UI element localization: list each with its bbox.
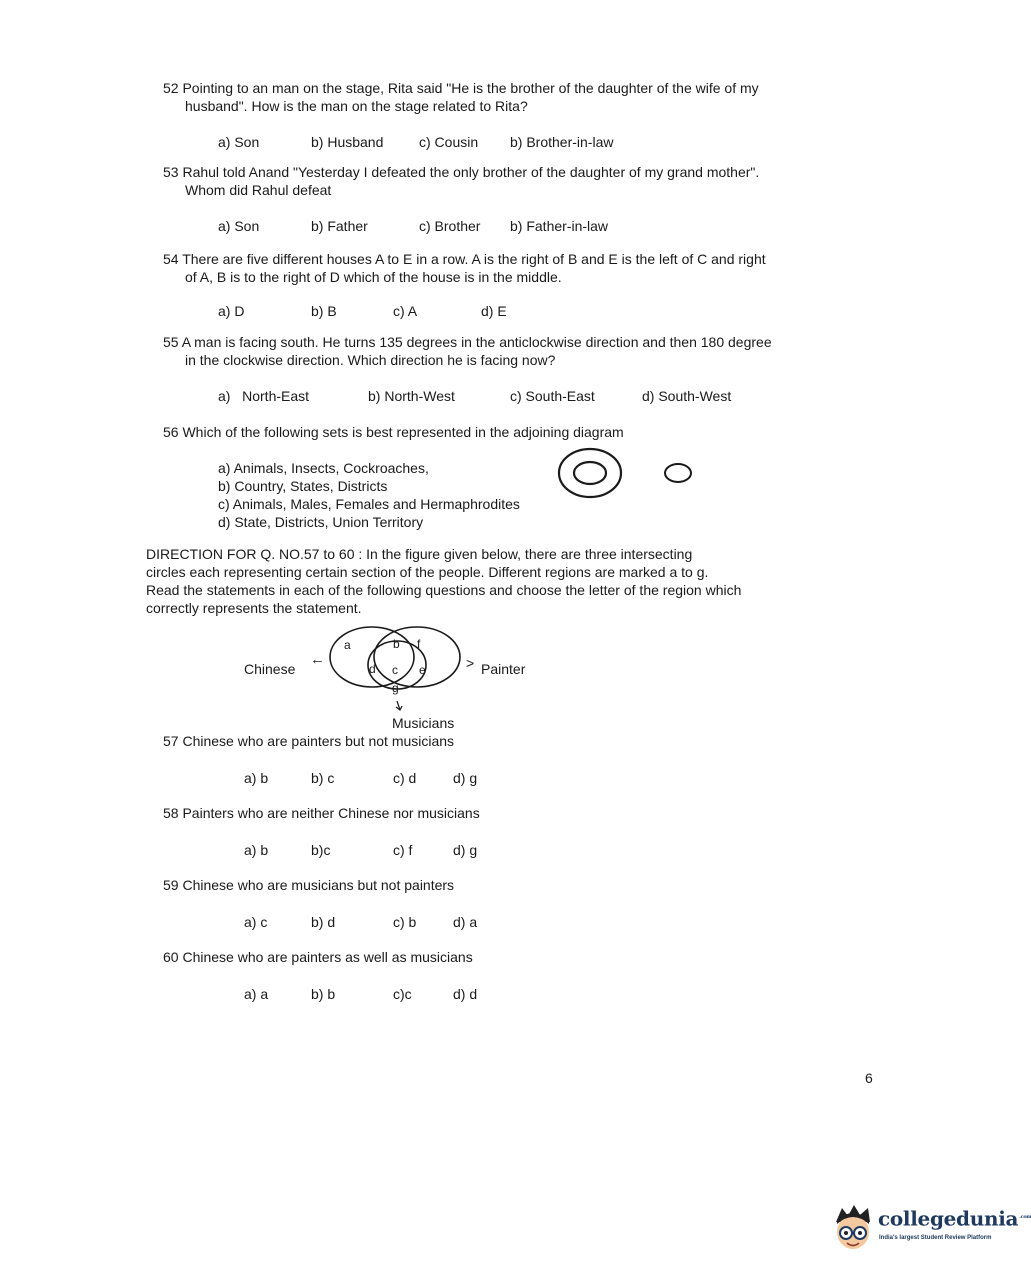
brand-name: collegedunia$^{.com}$ (878, 1206, 1031, 1231)
direction-line-1: DIRECTION FOR Q. NO.57 to 60 : In the figure given below, there are three intersecting (146, 546, 693, 562)
q53-option-a: a) Son (218, 218, 260, 234)
question-52 (163, 79, 823, 115)
q56-set-diagram (550, 440, 710, 510)
q57-option-d: d) g (453, 770, 478, 786)
q59-option-b: b) d (311, 914, 336, 930)
q58-option-c: c) f (393, 842, 413, 858)
venn-region-a: a (344, 638, 351, 652)
q55-option-b: b) North-West (368, 388, 455, 404)
brand-tagline: India's largest Student Review Platform (879, 1235, 992, 1241)
question-55-text-cont: in the clockwise direction. Which direction he is facing now? (185, 352, 556, 368)
direction-block (146, 545, 786, 617)
q58-option-d: d) g (453, 842, 478, 858)
q60-option-c: c)c (393, 986, 412, 1002)
q52-option-d: b) Brother-in-law (510, 134, 614, 150)
q54-option-a: a) D (218, 303, 245, 319)
q56-option-b: b) Country, States, Districts (218, 478, 388, 494)
q53-option-c: c) Brother (419, 218, 481, 234)
q58-option-b: b)c (311, 842, 331, 858)
venn-region-e: e (419, 663, 426, 677)
question-54 (163, 250, 823, 286)
question-54-text: 54 There are five different houses A to E in a row. A is the right of B and E is the left of C and right (163, 251, 766, 267)
q52-option-a: a) Son (218, 134, 260, 150)
question-55 (163, 333, 823, 369)
question-53-text-cont: Whom did Rahul defeat (185, 182, 332, 198)
venn-circle-painter (374, 627, 460, 687)
q53-option-b: b) Father (311, 218, 368, 234)
inner-circle (574, 462, 606, 484)
venn-region-d: d (369, 662, 376, 676)
q52-option-c: c) Cousin (419, 134, 479, 150)
question-52-text: 52 Pointing to an man on the stage, Rita said "He is the brother of the daughter of the wife of my (163, 80, 759, 96)
question-53-text: 53 Rahul told Anand "Yesterday I defeated the only brother of the daughter of my grand mother". (163, 164, 760, 180)
question-52-text-cont: husband". How is the man on the stage related to Rita? (185, 98, 528, 114)
q54-option-c: c) A (393, 303, 418, 319)
q54-option-b: b) B (311, 303, 337, 319)
q54-option-d: d) E (481, 303, 507, 319)
arrow-to-painter-icon: > (466, 655, 475, 671)
q59-option-d: d) a (453, 914, 478, 930)
q52-option-b: b) Husband (311, 134, 384, 150)
q57-option-c: c) d (393, 770, 417, 786)
arrow-to-chinese-icon: ← (310, 651, 325, 668)
direction-line-2: circles each representing certain section of the people. Different regions are marked a to g. (146, 564, 709, 580)
venn-diagram (300, 620, 490, 720)
outer-circle (559, 449, 621, 497)
q57-option-b: b) c (311, 770, 335, 786)
question-54-text-cont: of A, B is to the right of D which of the house is in the middle. (185, 269, 562, 285)
q60-option-d: d) d (453, 986, 478, 1002)
mascot-icon (830, 1202, 878, 1258)
q60-option-a: a) a (244, 986, 269, 1002)
q59-option-a: a) c (244, 914, 268, 930)
direction-line-4: correctly represents the statement. (146, 600, 362, 616)
venn-region-c: c (392, 663, 398, 677)
q53-option-d: b) Father-in-law (510, 218, 609, 234)
venn-region-g: g (392, 681, 399, 695)
venn-label-painter: Painter (481, 661, 526, 677)
q55-option-c: c) South-East (510, 388, 595, 404)
brand-suffix: .com (1019, 1214, 1031, 1220)
venn-region-b: b (393, 637, 400, 651)
direction-line-3: Read the statements in each of the following questions and choose the letter of the region which (146, 582, 742, 598)
q60-option-b: b) b (311, 986, 336, 1002)
question-57-text: 57 Chinese who are painters but not musicians (163, 733, 455, 749)
q55-option-d: d) South-West (642, 388, 732, 404)
venn-label-chinese: Chinese (244, 661, 296, 677)
question-58-text: 58 Painters who are neither Chinese nor musicians (163, 805, 480, 821)
q56-option-c: c) Animals, Males, Females and Hermaphrodites (218, 496, 520, 512)
collegedunia-logo (830, 1200, 1031, 1260)
q59-option-c: c) b (393, 914, 417, 930)
q57-option-a: a) b (244, 770, 269, 786)
question-60-text: 60 Chinese who are painters as well as musicians (163, 949, 473, 965)
q55-option-a: a) North-East (218, 388, 310, 404)
question-55-text: 55 A man is facing south. He turns 135 degrees in the anticlockwise direction and then 180 degree (163, 334, 772, 350)
venn-region-f: f (417, 637, 421, 651)
question-59-text: 59 Chinese who are musicians but not painters (163, 877, 455, 893)
question-53 (163, 163, 823, 199)
q56-option-a: a) Animals, Insects, Cockroaches, (218, 460, 429, 476)
venn-label-musicians: Musicians (392, 715, 455, 731)
q58-option-a: a) b (244, 842, 269, 858)
q56-option-d: d) State, Districts, Union Territory (218, 514, 424, 530)
page-number: 6 (865, 1070, 873, 1086)
separate-circle (665, 464, 691, 482)
question-56-text: 56 Which of the following sets is best represented in the adjoining diagram (163, 424, 624, 440)
